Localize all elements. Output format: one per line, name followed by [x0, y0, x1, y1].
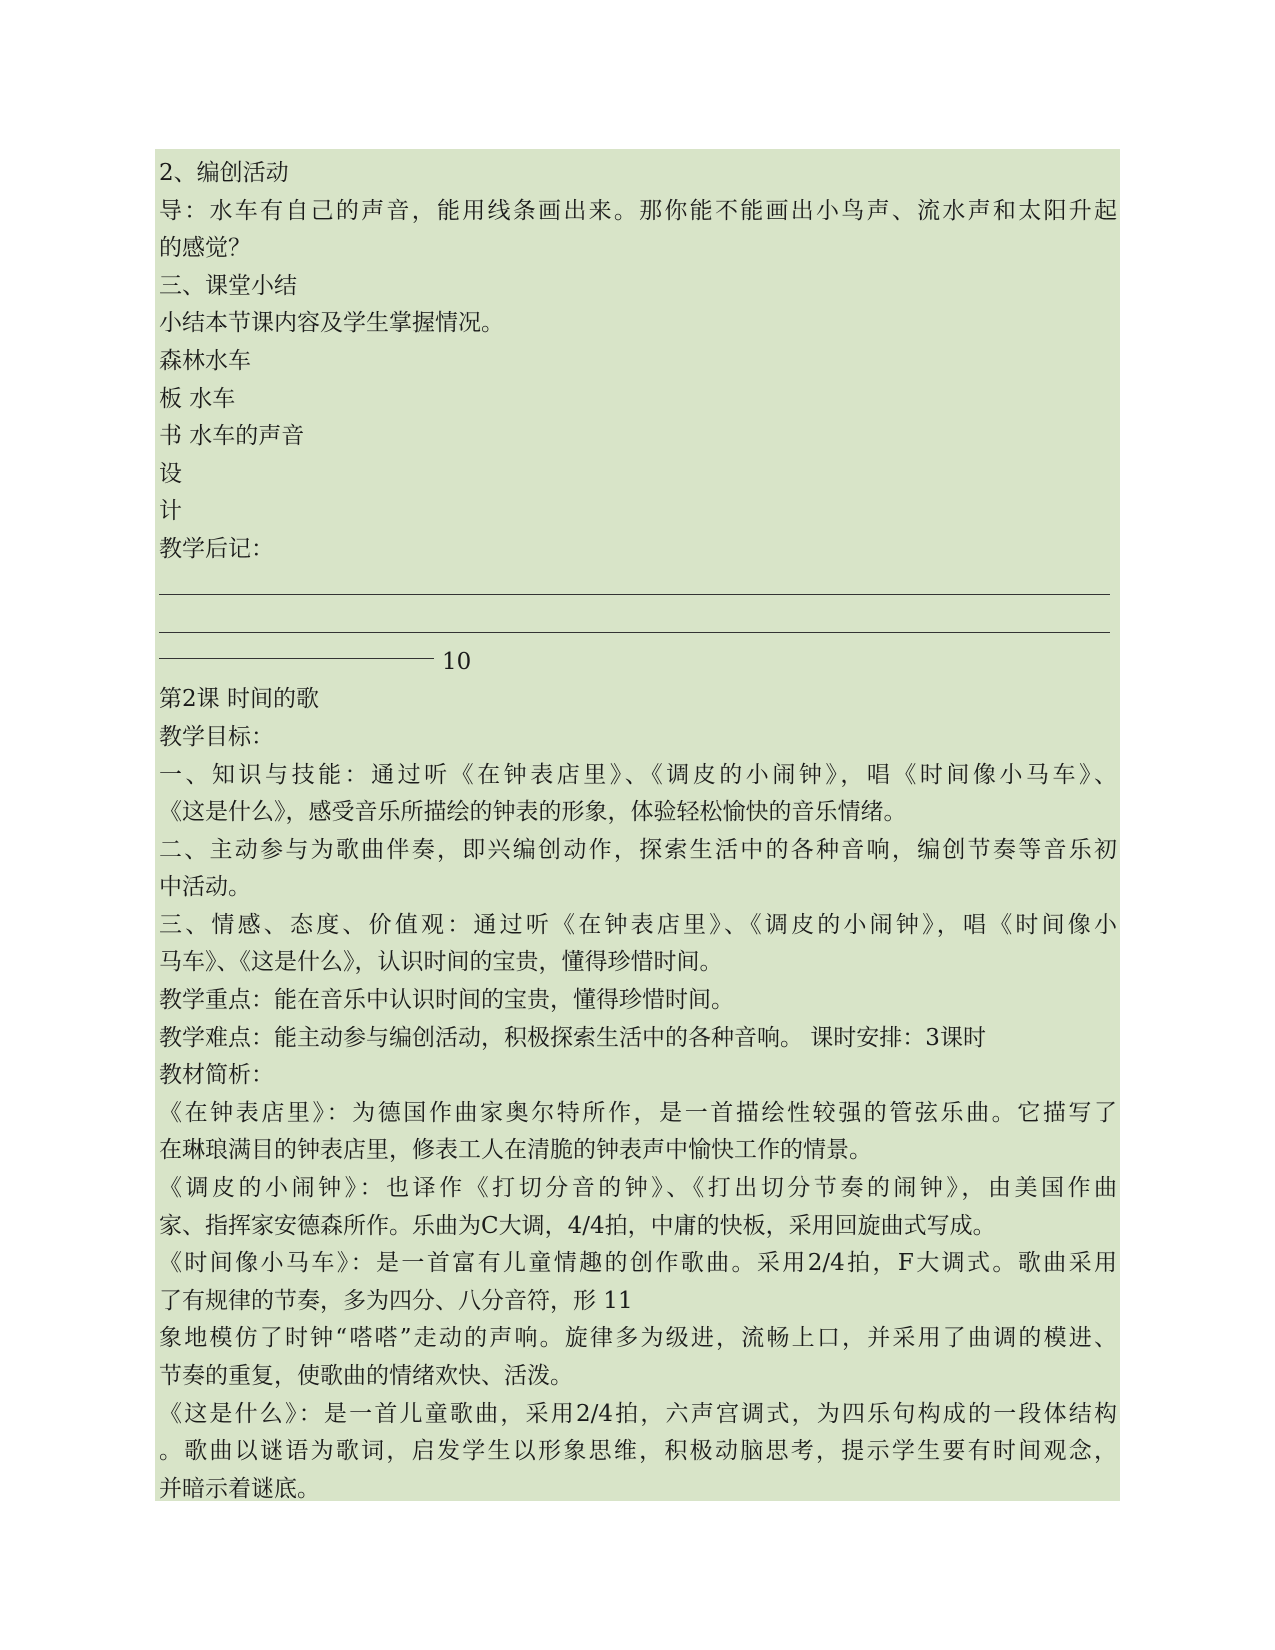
- document-body: [159, 155, 1117, 1508]
- page-number: 10: [442, 648, 472, 675]
- section-heading: 教学目标：: [159, 723, 274, 750]
- paragraph-line: 《这是什么》，感受音乐所描绘的钟表的形象，体验轻松愉快的音乐情绪。: [159, 799, 907, 826]
- paragraph-line: 。歌曲以谜语为歌词，启发学生以形象思维，积极动脑思考，提示学生要有时间观念，: [159, 1438, 1117, 1465]
- paragraph-line: 的感觉？: [159, 235, 251, 262]
- document-page: [155, 149, 1120, 1501]
- paragraph-line: 二、主动参与为歌曲伴奏，即兴编创动作，探索生活中的各种音响，编创节奏等音乐初: [159, 836, 1117, 863]
- paragraph-line: 《时间像小马车》：是一首富有儿童情趣的创作歌曲。采用2/4拍，F大调式。歌曲采用: [159, 1250, 1117, 1277]
- section-heading: 三、课堂小结: [159, 272, 297, 299]
- board-design-row: 设: [159, 460, 182, 487]
- notes-blank-line: [159, 569, 1117, 607]
- paragraph-line: 并暗示着谜底。: [159, 1475, 320, 1502]
- board-design-row: 计: [159, 498, 182, 525]
- paragraph-line: 教学重点：能在音乐中认识时间的宝贵，懂得珍惜时间。: [159, 987, 734, 1014]
- paragraph-line: 节奏的重复，使歌曲的情绪欢快、活泼。: [159, 1363, 573, 1389]
- paragraph-line: 家、指挥家安德森所作。乐曲为C大调，4/4拍，中庸的快板，采用回旋曲式写成。: [159, 1212, 996, 1239]
- notes-last-line: [159, 644, 1117, 682]
- paragraph-line: 在琳琅满目的钟表店里，修表工人在清脆的钟表声中愉快工作的情景。: [159, 1137, 872, 1164]
- notes-label: 教学后记：: [159, 535, 274, 562]
- board-design-row: 板 水车: [159, 385, 236, 412]
- paragraph-line: 一、知识与技能：通过听《在钟表店里》、《调皮的小闹钟》，唱《时间像小马车》、: [159, 761, 1117, 788]
- paragraph-line: 导：水车有自己的声音，能用线条画出来。那你能不能画出小鸟声、流水声和太阳升起: [159, 197, 1117, 224]
- paragraph-line: 三、情感、态度、价值观：通过听《在钟表店里》、《调皮的小闹钟》，唱《时间像小: [159, 911, 1117, 938]
- paragraph-line: 《调皮的小闹钟》：也译作《打切分音的钟》、《打出切分节奏的闹钟》，由美国作曲: [159, 1175, 1117, 1202]
- paragraph-line: 《在钟表店里》：为德国作曲家奥尔特所作，是一首描绘性较强的管弦乐曲。它描写了: [159, 1099, 1117, 1126]
- notes-blank-short-line: [159, 658, 434, 659]
- section-heading: 教材简析：: [159, 1062, 274, 1089]
- paragraph-line: 《这是什么》：是一首儿童歌曲，采用2/4拍，六声宫调式，为四乐句构成的一段体结构: [159, 1400, 1117, 1427]
- paragraph-line: 教学难点：能主动参与编创活动，积极探索生活中的各种音响。 课时安排：3课时: [159, 1024, 986, 1051]
- paragraph-line: 象地模仿了时钟“嗒嗒”走动的声响。旋律多为级进，流畅上口，并采用了曲调的模进、: [159, 1325, 1117, 1352]
- section-heading: 2、编创活动: [159, 160, 289, 186]
- lesson-title: 第2课 时间的歌: [159, 686, 319, 713]
- paragraph-line: 了有规律的节奏，多为四分、八分音符，形 11: [159, 1287, 633, 1314]
- paragraph-line: 小结本节课内容及学生掌握情况。: [159, 310, 504, 337]
- paragraph-line: 马车》、《这是什么》，认识时间的宝贵，懂得珍惜时间。: [159, 949, 723, 976]
- board-design-row: 书 水车的声音: [159, 423, 305, 450]
- board-design-title: 森林水车: [159, 347, 251, 374]
- notes-blank-line: [159, 606, 1117, 644]
- paragraph-line: 中活动。: [159, 874, 251, 901]
